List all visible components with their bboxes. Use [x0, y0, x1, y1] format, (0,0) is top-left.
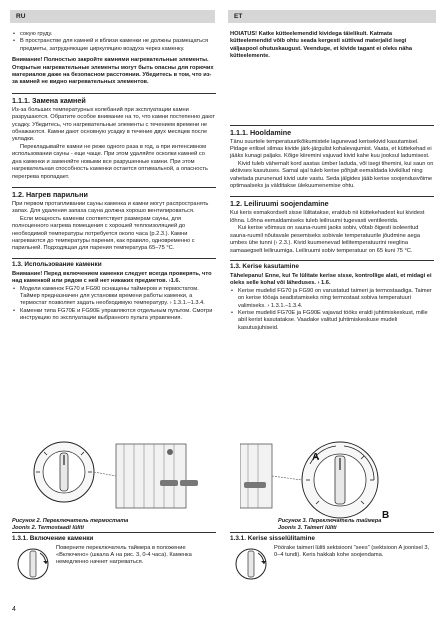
thermostat-switch-figure	[20, 440, 210, 510]
list-item: • сокую груду.	[12, 31, 216, 38]
timer-section-b-label: B	[382, 510, 390, 521]
warning-paragraph: Tähelepanu! Enne, kui Te lülitate kerise sisse, kontrollige alati, et midagi ei oleks selle kohal või läheduses. › 1.6.	[230, 272, 432, 287]
language-tab-ru: RU	[10, 10, 215, 23]
list-item: • В пространстве для камней и вблизи каменки не должны размещаться предметы, затрудняющие циркуляцию воздуха через каменку.	[12, 38, 216, 53]
paragraph: При первом протапливании сауны каменка и камни могут распространять запах. Для удаления запаха сауна должна хорошо вентилироваться.	[12, 200, 209, 215]
language-tab-et: ET	[228, 10, 436, 23]
section-heading-1-3-1: 1.3.1. Включение каменки	[12, 535, 94, 542]
section-heading-1-2: 1.2. Нагрев парильни	[12, 187, 216, 199]
caption-line-et: Joonis 2. Termostaadi lüliti	[12, 525, 84, 531]
timer-switch-figure	[240, 440, 440, 525]
caption-line-ru: Рисунок 3. Переключатель таймера	[278, 518, 382, 524]
heater-body-illustration	[240, 444, 272, 508]
figure-3-caption	[278, 518, 381, 532]
warning-paragraph: Внимание! Перед включением каменки следует всегда проверять, что над каменкой или рядом с ней нет никаких предметов. ›1.6.	[12, 270, 212, 285]
paragraph: Kivid tuleb vähemalt kord aastas ümber laduda, või isegi tihemini, kui saun on aktiivses kasutuses. Samal ajal tuleb kerise põhjalt eemaldada kivikillud ning vahetada purunenud kivid uute vastu. Seda jälgides jääb kerise soojendusvõime optimaalseks ja välditakse ülekuumenemise ohtu.	[230, 160, 434, 190]
section-heading-1-3: 1.3. Использование каменки	[12, 258, 216, 269]
warning-paragraph: HOIATUS! Katke kütteelemendid kividega täielikult. Katmata kütteelemendid võib ohtu seada kergesti süttivad materjalid isegi väljaspool ohutuskaugust. Veenduge, et kivide tagant ei oleks näha kütteelemente.	[230, 31, 413, 60]
caption-line-ru: Рисунок 2. Переключатель термостата	[12, 518, 129, 524]
list-item: • Kerise mudelid FG70 ja FG90 on varustatud taimeri ja termostaadiga. Taimer on kerise tööaja seadistamiseks ning termostaat sobiva temperatuuri valimiseks. › 1.3.1.–1.3.4.	[230, 288, 434, 310]
list-item: • Модели каменок FG70 и FG90 оснащены таймером и термостатом. Таймер предназначен для установки времени работы каменки, а термостат позволяет задать необходимую температуру. › 1.3.1.–1.3.4.	[12, 286, 216, 308]
paragraph: Kui keris esmakordselt sisse lülitatakse, eraldub nii küttekehadest kui kividest lõhna. Lõhna eemaldamiseks tuleb leiliruumi tugevasti ventileerida.	[230, 210, 425, 224]
timer-knob-icon	[234, 547, 268, 581]
section-1-3-1-et	[230, 532, 434, 590]
page-number: 4	[12, 606, 16, 613]
caption-line-et: Joonis 3. Taimeri lüliti	[278, 525, 337, 531]
section-1-3-1-ru	[12, 532, 216, 590]
timer-knob-illustration	[272, 442, 378, 518]
section-heading-1-3: 1.3. Kerise kasutamine	[230, 260, 434, 271]
paragraph: Tänu suurtele temperatuurikõikumistele lagunevad kerisekivid kasutamisel. Pidage erilisel silmas kivide järk-järgulist kohalevajumist. Vaata, et küttekehad ei jääks kunagi paljaks. Kõige kiiremini vajuvad kivid kahe kuu jooksul ladumisest.	[230, 138, 432, 160]
figure-2-caption	[12, 518, 128, 532]
paragraph: Из-за больших температурных колебаний при эксплуатации камни разрушаются. Обратите особое внимание на то, что камни постепенно дают усадку. Убедитесь, что нагревательные элементы с течением времени не обнажаются. Камни дают основную усадку в течение двух месяцев после укладки.	[12, 106, 215, 143]
list-item: • Каменки типа FG70E и FG90E управляются отдельным пультом. Смотри инструкцию по эксплуатации выбранного пульта управления.	[12, 308, 216, 323]
paragraph: Kui kerise võimsus on sauna-ruumi jaoks sobiv, võtab õigesti isoleeritud sauna-ruumil nõutavale pesemiseks sobivale temperatuurile jõudmine aega umbes ühe tunni (› 2.3.). Kivid kuumenevad leilitemperatuurini reeglina samaaegselt leiliruumiga. Leiliruumi sobiv temperatuur on 65 kuni 75 °C.	[230, 225, 421, 254]
intro-bullets	[12, 31, 216, 53]
model-bullets	[12, 286, 216, 323]
section-heading-1-3-1: 1.3.1. Kerise sisselülitamine	[230, 535, 315, 542]
section-text: Pöörake taimeri lüliti sektsiooni "sees" (sektsioon A joonisel 3, 0–4 tundi). Keris hakkab kohe soojendama.	[274, 545, 430, 559]
timer-section-a-label: A	[312, 452, 320, 463]
warning-paragraph: Внимание! Полностью закройте камнями нагревательные элементы. Открытые нагревательные элементы могут быть опасны для горючих материалов даже на безопасном расстоянии. Убедитесь в том, что из-за камней не видно нагревательных элементов.	[12, 57, 214, 86]
section-text: Поверните переключатель таймера в положение «Включено» (шкала А на рис. 3, 0-4 часа). Каменка немедленно начнет нагреваться.	[56, 545, 192, 566]
section-heading-1-1-1: 1.1.1. Hooldamine	[230, 125, 434, 137]
heater-body-illustration	[116, 444, 198, 508]
estonian-column	[230, 31, 434, 332]
section-heading-1-1-1: 1.1.1. Замена камней	[12, 93, 216, 105]
section-heading-1-2: 1.2. Leiliruumi soojendamine	[230, 196, 434, 208]
thermostat-knob-illustration	[34, 442, 116, 502]
russian-column	[12, 31, 216, 323]
model-bullets	[230, 288, 434, 332]
paragraph: Перекладывайте камни не реже одного раза в год, а при интенсивном использовании сауны - еще чаще. При этом удаляйте осколки камней со дна каменки и заменяйте новыми все разрушенные камни. При этом нагревательная способность каменки остается оптимальной, а опасность перегрева пропадает.	[12, 143, 208, 180]
paragraph: Если мощность каменки соответствует размерам сауны, для полноценного нагрева помещения с хорошей теплоизоляцией до необходимой температуры потребуется около часа (р.2.3.). Камни нагреваются до температуры парения, как правило, одновременно с парильней. Подходящая для парения температура 65–75 °С.	[12, 215, 195, 252]
list-item: • Kerise mudelid FG70E ja FG90E vajavad tööks eraldi juhtimiskeskust, mille abil kerist kasutatakse. Vaadake valitud juhtimiskeskuse mudeli kasutusjuhiseid.	[230, 310, 434, 332]
timer-knob-icon	[16, 547, 50, 581]
